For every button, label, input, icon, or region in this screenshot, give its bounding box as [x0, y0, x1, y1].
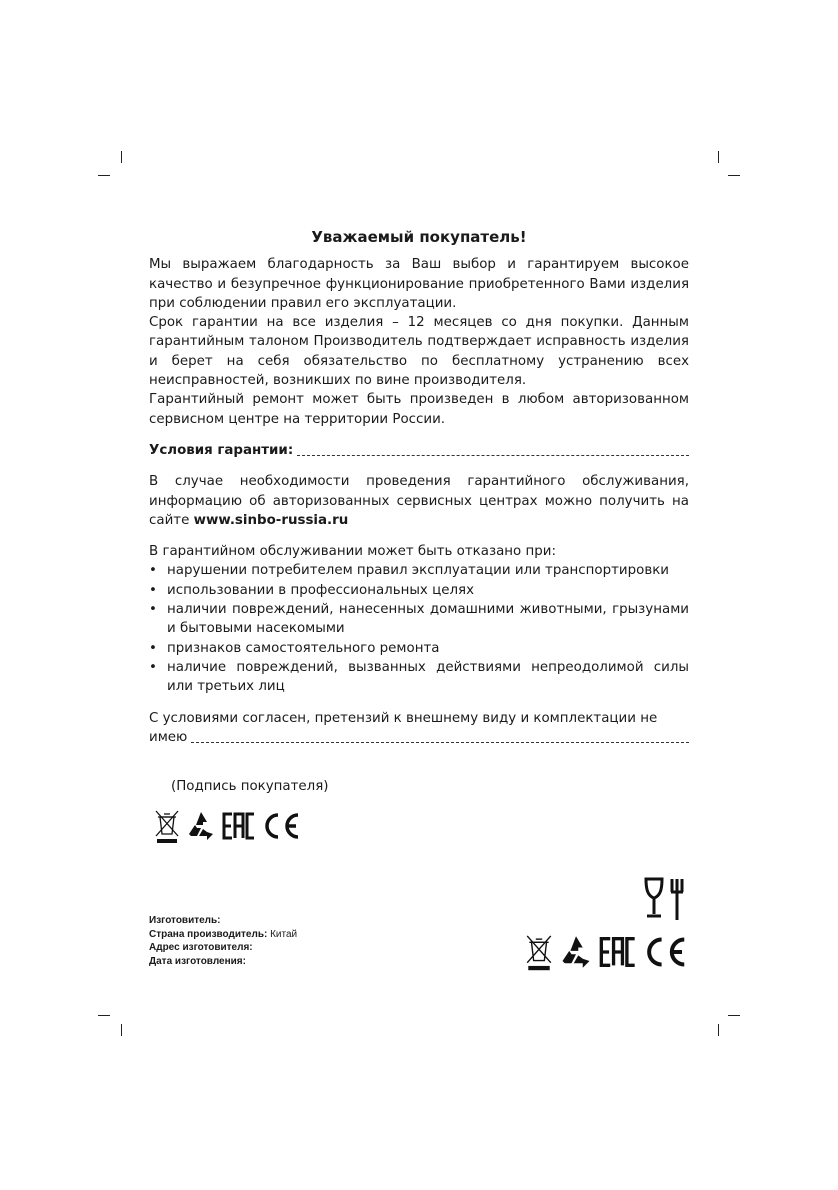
signature-caption: (Подпись покупателя) [171, 779, 329, 795]
refusal-intro: В гарантийном обслуживании может быть отказано при: [149, 544, 556, 560]
ce-mark-graphic [261, 811, 301, 841]
warranty-card [149, 228, 689, 796]
eac-mark [221, 812, 257, 840]
conditions-heading [149, 441, 689, 460]
crop-mark [121, 1024, 122, 1036]
weee-bin-icon [153, 808, 181, 844]
crop-mark [728, 175, 740, 176]
list-item: • использовании в профессиональных целях [149, 581, 689, 600]
eac-mark-graphic [598, 936, 638, 968]
refusal-list [149, 561, 689, 696]
conditions-heading-label: Условия гарантии: [149, 442, 294, 458]
list-item: • признаков самостоятельного ремонта [149, 639, 689, 658]
weee-bin-icon [524, 932, 554, 972]
dashed-rule [297, 455, 689, 456]
crop-mark [718, 1024, 719, 1036]
maker-label: Изготовитель: [149, 915, 221, 926]
crop-mark [728, 1015, 740, 1016]
certification-logos [153, 808, 301, 844]
agreement-signature-row [149, 728, 689, 747]
service-paragraph [149, 472, 689, 530]
agreement-line-1: С условиями согласен, претензий к внешнему виду и комплектации не [149, 710, 658, 726]
manufacturer-info [149, 914, 297, 968]
ce-mark-graphic [642, 935, 688, 969]
warranty-term-paragraph: Срок гарантии на все изделия – 12 месяцев со дня покупки. Данным гарантийным талоном Производитель подтверждает исправность изделия и берет на себя обязательство по бесплатному устранению всех неисправностей, возникших по вине производителя. [149, 315, 689, 389]
list-item: • наличие повреждений, вызванных действиями непреодолимой силы или третьих лиц [149, 658, 689, 697]
website-link[interactable]: www.sinbo-russia.ru [193, 512, 349, 528]
signature-field[interactable] [191, 742, 689, 743]
glass-fork-icon [642, 876, 690, 922]
list-item: • нарушении потребителем правил эксплуатации или транспортировки [149, 561, 689, 580]
crop-mark [718, 151, 719, 163]
page-title: Уважаемый покупатель! [311, 228, 527, 246]
eac-mark [598, 936, 638, 968]
ce-mark [261, 811, 301, 841]
crop-mark [121, 151, 122, 163]
list-item: • наличии повреждений, нанесенных домашними животными, грызунами и бытовыми насекомыми [149, 600, 689, 639]
refusal-section [149, 542, 689, 696]
eac-mark-graphic [221, 812, 257, 840]
repair-paragraph: Гарантийный ремонт может быть произведен в любом авторизованном сервисном центре на территории России. [149, 392, 689, 427]
crop-mark [98, 175, 110, 176]
address-label: Адрес изготовителя: [149, 942, 253, 953]
country-value: Китай [270, 928, 298, 940]
date-label: Дата изготовления: [149, 955, 246, 967]
recycle-icon [185, 810, 217, 842]
ce-mark [642, 935, 688, 969]
country-label: Страна производитель: [149, 928, 268, 940]
crop-mark [98, 1015, 110, 1016]
service-text: В случае необходимости проведения гарантийного обслуживания, информацию об авторизованных сервисных центрах можно получить на сайте [149, 474, 689, 528]
agreement-line-2: имею [149, 729, 188, 745]
intro-paragraph: Мы выражаем благодарность за Ваш выбор и гарантируем высокое качество и безупречное функционирование приобретенного Вами изделия при соблюдении правил его эксплуатации. [149, 257, 689, 311]
certification-logos-bottom [524, 932, 688, 972]
agreement-section [149, 709, 689, 748]
recycle-icon [558, 934, 594, 970]
